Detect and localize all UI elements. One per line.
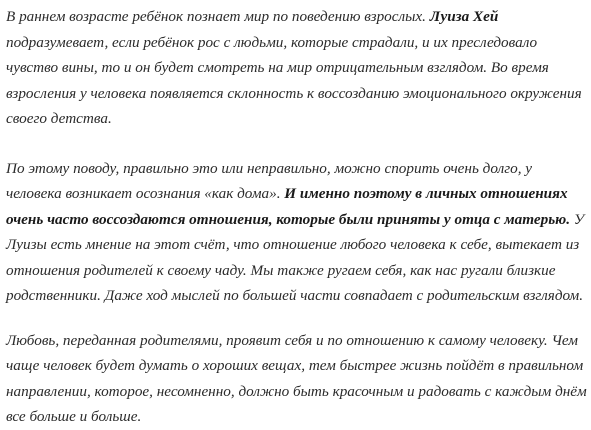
author-name-louise-hay: Луиза Хей [429,8,499,25]
paragraph-3 [6,328,588,430]
paragraph-3-text: Любовь, переданная родителями, проявит себя и по отношению к самому человеку. Чем чаще человек будет думать о хороших вещах, тем быстрее жизнь пойдёт в правильном направлении, которое, несомненно, должно быть красочным и радовать с каждым днём все больше и больше. [6,331,587,425]
paragraph-1-text-start: В раннем возрасте ребёнок познает мир по поведению взрослых. [6,8,430,25]
paragraph-2-text-end: У Луизы есть мнение на этот счёт, что отношение любого человека к себе, вытекает из отношения родителей к своему чаду. Мы также ругаем себя, как нас ругали близкие родственники. Даже ход мыслей по большей части совпадает с родительским взглядом. [6,210,585,304]
paragraph-2 [6,156,588,309]
paragraph-2-emphasis: И именно поэтому в личных отношениях очень часто воссоздаются отношения, которые были приняты у отца с матерью. [6,185,571,228]
article-body [6,4,588,430]
paragraph-1 [6,4,588,132]
paragraph-2-text-start: По этому поводу, правильно это или неправильно, можно спорить очень долго, у человека возникает осознания «как дома». [6,159,533,202]
paragraph-1-text-end: подразумевает, если ребёнок рос с людьми, которые страдали, и их преследовало чувство вины, то и он будет смотреть на мир отрицательным взглядом. Во время взросления у человека появляется склонность к воссозданию эмоционального окружения своего детства. [6,33,582,127]
